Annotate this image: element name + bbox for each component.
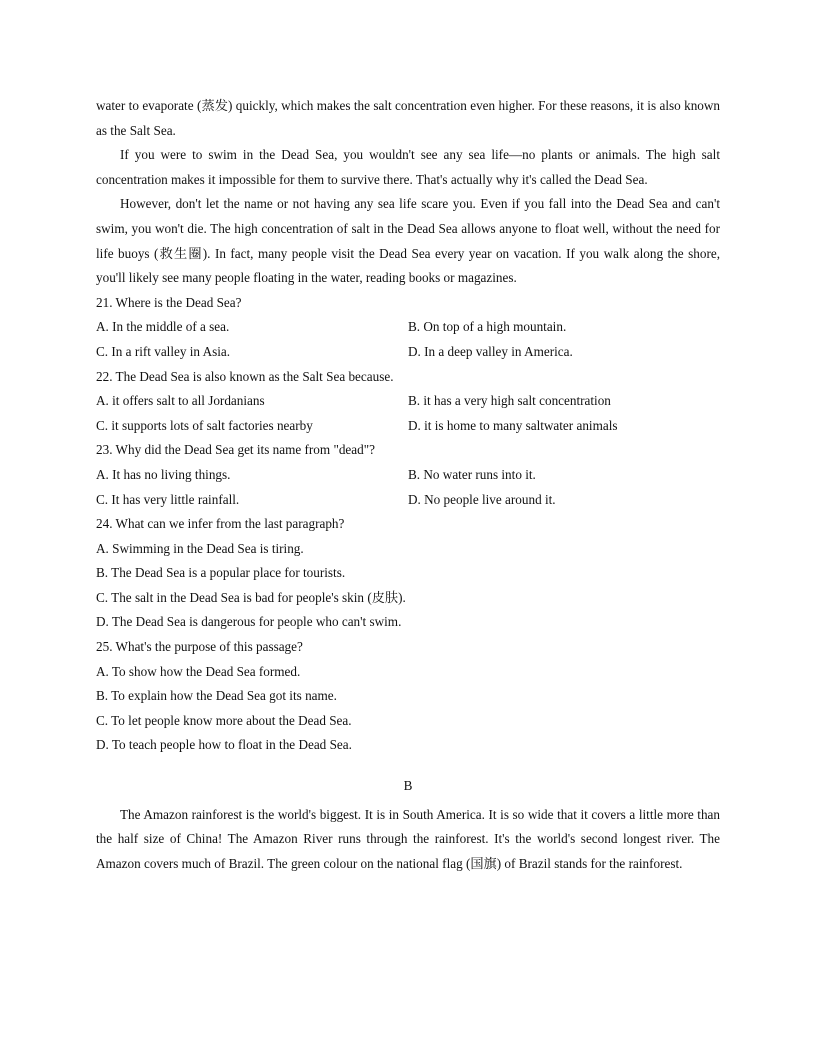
- question-25-option-c: C. To let people know more about the Dead Sea.: [96, 712, 352, 728]
- passage-a-paragraph-1: water to evaporate (蒸发) quickly, which makes the salt concentration even higher. For these reasons, it is also known as the Salt Sea.: [96, 98, 720, 138]
- question-24-stem: 24. What can we infer from the last paragraph?: [96, 516, 345, 532]
- passage-a-paragraph-2: If you were to swim in the Dead Sea, you wouldn't see any sea life—no plants or animals. The high salt concentration makes it impossible for them to survive there. That's actually why it's called the Dead Sea.: [96, 147, 720, 187]
- question-25-options: [96, 660, 720, 758]
- document-page: [96, 94, 720, 876]
- question-21-option-b: B. On top of a high mountain.: [408, 319, 567, 335]
- question-23-stem: 23. Why did the Dead Sea get its name from "dead"?: [96, 442, 375, 458]
- question-21-option-a: A. In the middle of a sea.: [96, 319, 230, 335]
- question-24-option-d: D. The Dead Sea is dangerous for people who can't swim.: [96, 614, 402, 630]
- question-23-option-c: C. It has very little rainfall.: [96, 491, 240, 507]
- question-22-option-b: B. it has a very high salt concentration: [408, 393, 611, 409]
- question-22-option-c: C. it supports lots of salt factories nearby: [96, 417, 313, 433]
- question-23-options: [96, 463, 720, 512]
- question-25-option-a: A. To show how the Dead Sea formed.: [96, 663, 301, 679]
- question-22-options: [96, 389, 720, 438]
- question-25-option-b: B. To explain how the Dead Sea got its name.: [96, 688, 337, 704]
- question-21-options: [96, 315, 720, 364]
- question-23-option-a: A. It has no living things.: [96, 466, 231, 482]
- question-21-option-d: D. In a deep valley in America.: [408, 343, 573, 359]
- passage-a-paragraph-3: However, don't let the name or not having any sea life scare you. Even if you fall into the Dead Sea and can't swim, you won't die. The high concentration of salt in the Dead Sea allows anyone to float well, without the need for life buoys (救生圈). In fact, many people visit the Dead Sea every year on vacation. If you walk along the shore, you'll likely see many people floating in the water, reading books or magazines.: [96, 196, 720, 286]
- question-22-option-d: D. it is home to many saltwater animals: [408, 417, 618, 433]
- question-21-option-c: C. In a rift valley in Asia.: [96, 343, 231, 359]
- question-21-stem: 21. Where is the Dead Sea?: [96, 294, 242, 310]
- question-24-option-c: C. The salt in the Dead Sea is bad for people's skin (皮肤).: [96, 589, 406, 605]
- question-24-option-b: B. The Dead Sea is a popular place for tourists.: [96, 565, 346, 581]
- section-b-title: B: [403, 778, 413, 794]
- question-24-option-a: A. Swimming in the Dead Sea is tiring.: [96, 540, 304, 556]
- question-25-option-d: D. To teach people how to float in the Dead Sea.: [96, 737, 352, 753]
- question-25-stem: 25. What's the purpose of this passage?: [96, 639, 303, 655]
- question-24-options: [96, 537, 720, 635]
- passage-b-paragraph-1: The Amazon rainforest is the world's biggest. It is in South America. It is so wide that it covers a little more than the half size of China! The Amazon River runs through the rainforest. It's the world's second longest river. The Amazon covers much of Brazil. The green colour on the national flag (国旗) of Brazil stands for the rainforest.: [96, 806, 720, 871]
- question-23-option-b: B. No water runs into it.: [408, 466, 536, 482]
- question-23-option-d: D. No people live around it.: [408, 491, 556, 507]
- question-22-stem: 22. The Dead Sea is also known as the Salt Sea because.: [96, 368, 394, 384]
- question-22-option-a: A. it offers salt to all Jordanians: [96, 393, 265, 409]
